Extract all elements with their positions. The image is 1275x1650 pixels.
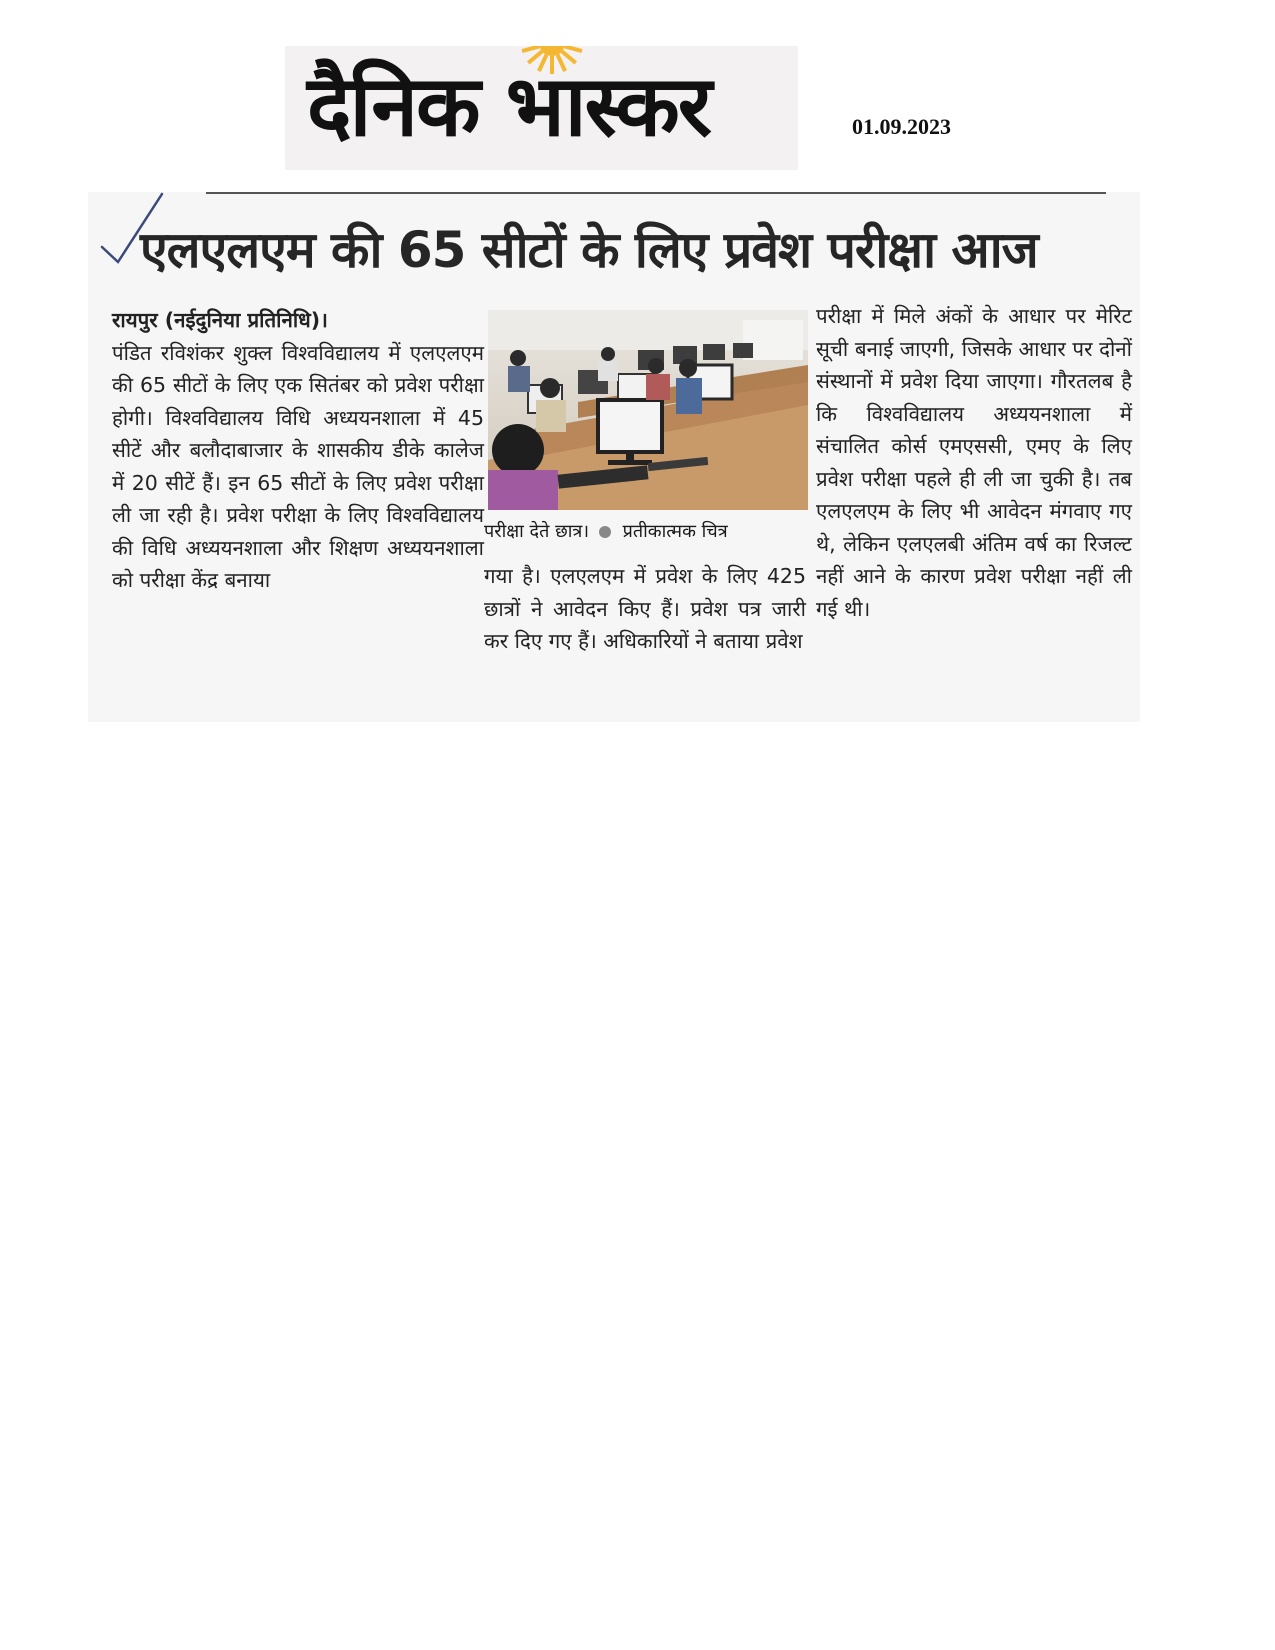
exam-hall-photo <box>488 310 808 510</box>
top-rule <box>206 192 1106 194</box>
caption-text: परीक्षा देते छात्र। <box>484 521 590 542</box>
publication-date: 01.09.2023 <box>852 114 951 139</box>
students-computer-lab-image <box>488 310 808 510</box>
article-column-1 <box>112 304 484 597</box>
caption-credit: प्रतीकात्मक चित्र <box>622 521 728 542</box>
photo-caption <box>484 519 814 545</box>
article-column-3: परीक्षा में मिले अंकों के आधार पर मेरिट सूची बनाई जाएगी, जिसके आधार पर दोनों संस्थानों में प्रवेश दिया जाएगा। गौरतलब है कि विश्वविद्यालय अध्ययनशाला में संचालित कोर्स एमएससी, एमए के लिए प्रवेश परीक्षा पहले ही ली जा चुकी है। तब एलएलएम के लिए भी आवेदन मंगवाए गए थे, लेकिन एलएलबी अंतिम वर्ष का रिजल्ट नहीं आने के कारण प्रवेश परीक्षा नहीं ली गई थी। <box>816 304 1132 621</box>
newspaper-logo <box>285 46 798 170</box>
article-column-2: गया है। एलएलएम में प्रवेश के लिए 425 छात्रों ने आवेदन किए हैं। प्रवेश पत्र जारी कर दिए गए हैं। अधिकारियों ने बताया प्रवेश <box>484 564 806 653</box>
column-1-text: पंडित रविशंकर शुक्ल विश्वविद्यालय में एलएलएम की 65 सीटों के लिए एक सितंबर को प्रवेश परीक्षा होगी। विश्वविद्यालय विधि अध्ययनशाला में 45 सीटें और बलौदाबाजार के शासकीय डीके कालेज में 20 सीटें हैं। इन 65 सीटों के लिए प्रवेश परीक्षा ली जा रही है। प्रवेश परीक्षा के लिए विश्वविद्यालय की विधि अध्ययनशाला और शिक्षण अध्ययनशाला को परीक्षा केंद्र बनाया <box>112 340 484 592</box>
article-headline: एलएलएम की 65 सीटों के लिए प्रवेश परीक्षा आज <box>140 221 1038 279</box>
news-clipping <box>88 192 1140 722</box>
logo-wordmark: दैनिक भास्कर <box>307 57 711 155</box>
bullet-icon <box>599 526 611 538</box>
article-dateline: रायपुर (नईदुनिया प्रतिनिधि)। <box>112 308 328 332</box>
